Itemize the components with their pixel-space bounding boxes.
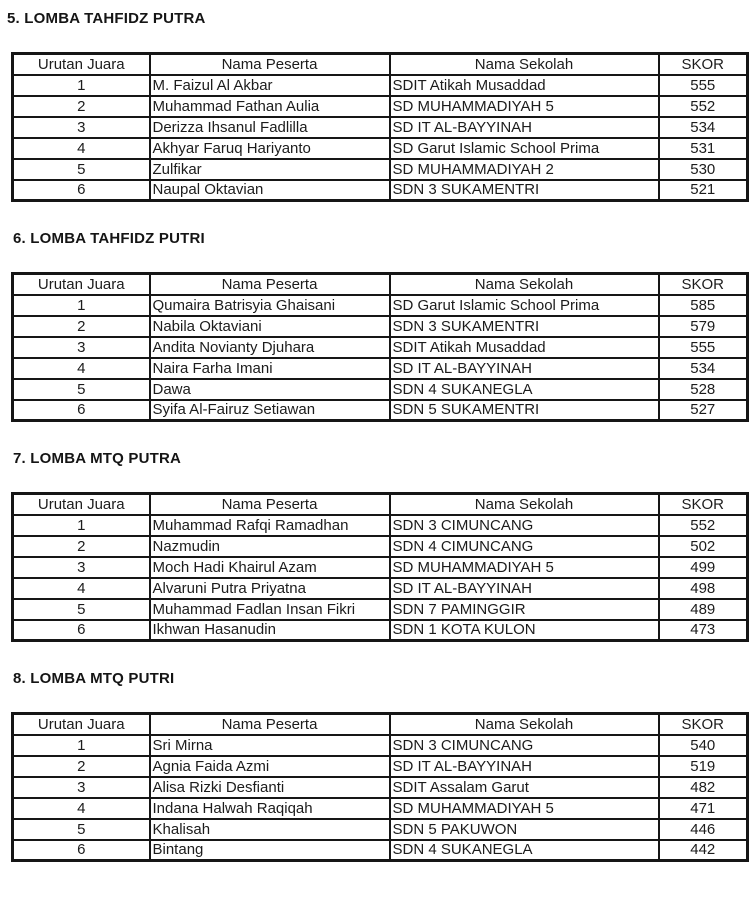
- school-name-cell: SDN 1 KOTA KULON: [390, 620, 659, 641]
- column-header-nama-peserta: Nama Peserta: [150, 714, 390, 735]
- score-cell: 585: [659, 295, 748, 316]
- table-row: [13, 819, 748, 840]
- school-name-cell: SDIT Atikah Musaddad: [390, 337, 659, 358]
- school-name-cell: SD IT AL-BAYYINAH: [390, 756, 659, 777]
- column-header-skor: SKOR: [659, 54, 748, 75]
- competition-section: [7, 450, 754, 642]
- participant-name-cell: Ikhwan Hasanudin: [150, 620, 390, 641]
- table-row: [13, 337, 748, 358]
- table-row: [13, 400, 748, 421]
- rank-cell: 1: [13, 735, 150, 756]
- table-row: [13, 96, 748, 117]
- rank-cell: 4: [13, 358, 150, 379]
- participant-name-cell: Sri Mirna: [150, 735, 390, 756]
- column-header-nama-peserta: Nama Peserta: [150, 494, 390, 515]
- table-row: [13, 578, 748, 599]
- header-row: [13, 274, 748, 295]
- table-row: [13, 599, 748, 620]
- results-table: [11, 712, 749, 862]
- rank-cell: 1: [13, 515, 150, 536]
- results-table: [11, 272, 749, 422]
- competition-section: [7, 670, 754, 862]
- participant-name-cell: M. Faizul Al Akbar: [150, 75, 390, 96]
- participant-name-cell: Muhammad Fathan Aulia: [150, 96, 390, 117]
- score-cell: 540: [659, 735, 748, 756]
- table-body: [13, 735, 748, 861]
- participant-name-cell: Moch Hadi Khairul Azam: [150, 557, 390, 578]
- rank-cell: 2: [13, 316, 150, 337]
- column-header-urutan-juara: Urutan Juara: [13, 494, 150, 515]
- column-header-urutan-juara: Urutan Juara: [13, 274, 150, 295]
- table-row: [13, 138, 748, 159]
- column-header-skor: SKOR: [659, 494, 748, 515]
- column-header-nama-sekolah: Nama Sekolah: [390, 494, 659, 515]
- school-name-cell: SD IT AL-BAYYINAH: [390, 578, 659, 599]
- participant-name-cell: Derizza Ihsanul Fadlilla: [150, 117, 390, 138]
- score-cell: 579: [659, 316, 748, 337]
- participant-name-cell: Alvaruni Putra Priyatna: [150, 578, 390, 599]
- column-header-nama-sekolah: Nama Sekolah: [390, 274, 659, 295]
- school-name-cell: SDN 3 SUKAMENTRI: [390, 180, 659, 201]
- table-row: [13, 295, 748, 316]
- competition-section: [7, 10, 754, 202]
- score-cell: 482: [659, 777, 748, 798]
- participant-name-cell: Qumaira Batrisyia Ghaisani: [150, 295, 390, 316]
- participant-name-cell: Indana Halwah Raqiqah: [150, 798, 390, 819]
- school-name-cell: SDN 5 PAKUWON: [390, 819, 659, 840]
- participant-name-cell: Zulfikar: [150, 159, 390, 180]
- column-header-urutan-juara: Urutan Juara: [13, 714, 150, 735]
- school-name-cell: SD MUHAMMADIYAH 5: [390, 557, 659, 578]
- rank-cell: 4: [13, 138, 150, 159]
- school-name-cell: SDN 3 CIMUNCANG: [390, 735, 659, 756]
- table-row: [13, 515, 748, 536]
- participant-name-cell: Muhammad Rafqi Ramadhan: [150, 515, 390, 536]
- school-name-cell: SDN 4 SUKANEGLA: [390, 840, 659, 861]
- table-row: [13, 316, 748, 337]
- rank-cell: 1: [13, 75, 150, 96]
- participant-name-cell: Syifa Al-Fairuz Setiawan: [150, 400, 390, 421]
- table-row: [13, 358, 748, 379]
- column-header-urutan-juara: Urutan Juara: [13, 54, 150, 75]
- table-row: [13, 117, 748, 138]
- column-header-nama-sekolah: Nama Sekolah: [390, 714, 659, 735]
- rank-cell: 2: [13, 96, 150, 117]
- school-name-cell: SD IT AL-BAYYINAH: [390, 358, 659, 379]
- participant-name-cell: Bintang: [150, 840, 390, 861]
- rank-cell: 6: [13, 840, 150, 861]
- score-cell: 498: [659, 578, 748, 599]
- rank-cell: 5: [13, 379, 150, 400]
- rank-cell: 6: [13, 400, 150, 421]
- score-cell: 530: [659, 159, 748, 180]
- school-name-cell: SD MUHAMMADIYAH 5: [390, 798, 659, 819]
- score-cell: 534: [659, 358, 748, 379]
- column-header-skor: SKOR: [659, 274, 748, 295]
- school-name-cell: SD IT AL-BAYYINAH: [390, 117, 659, 138]
- table-row: [13, 159, 748, 180]
- score-cell: 519: [659, 756, 748, 777]
- participant-name-cell: Naira Farha Imani: [150, 358, 390, 379]
- results-table: [11, 52, 749, 202]
- section-title: 6. LOMBA TAHFIDZ PUTRI: [13, 230, 205, 247]
- score-cell: 499: [659, 557, 748, 578]
- rank-cell: 4: [13, 578, 150, 599]
- participant-name-cell: Nabila Oktaviani: [150, 316, 390, 337]
- table-row: [13, 840, 748, 861]
- school-name-cell: SDIT Atikah Musaddad: [390, 75, 659, 96]
- column-header-nama-peserta: Nama Peserta: [150, 274, 390, 295]
- school-name-cell: SDN 7 PAMINGGIR: [390, 599, 659, 620]
- table-row: [13, 75, 748, 96]
- results-document: [7, 10, 754, 862]
- participant-name-cell: Alisa Rizki Desfianti: [150, 777, 390, 798]
- school-name-cell: SDIT Assalam Garut: [390, 777, 659, 798]
- rank-cell: 3: [13, 777, 150, 798]
- rank-cell: 2: [13, 756, 150, 777]
- score-cell: 502: [659, 536, 748, 557]
- rank-cell: 3: [13, 557, 150, 578]
- table-row: [13, 620, 748, 641]
- score-cell: 534: [659, 117, 748, 138]
- table-row: [13, 777, 748, 798]
- score-cell: 552: [659, 96, 748, 117]
- school-name-cell: SDN 4 SUKANEGLA: [390, 379, 659, 400]
- school-name-cell: SD MUHAMMADIYAH 2: [390, 159, 659, 180]
- school-name-cell: SDN 3 CIMUNCANG: [390, 515, 659, 536]
- score-cell: 446: [659, 819, 748, 840]
- school-name-cell: SDN 3 SUKAMENTRI: [390, 316, 659, 337]
- school-name-cell: SD MUHAMMADIYAH 5: [390, 96, 659, 117]
- table-row: [13, 557, 748, 578]
- rank-cell: 6: [13, 180, 150, 201]
- school-name-cell: SDN 5 SUKAMENTRI: [390, 400, 659, 421]
- column-header-nama-peserta: Nama Peserta: [150, 54, 390, 75]
- score-cell: 521: [659, 180, 748, 201]
- table-row: [13, 379, 748, 400]
- rank-cell: 5: [13, 819, 150, 840]
- score-cell: 555: [659, 75, 748, 96]
- school-name-cell: SD Garut Islamic School Prima: [390, 295, 659, 316]
- participant-name-cell: Agnia Faida Azmi: [150, 756, 390, 777]
- results-table: [11, 492, 749, 642]
- table-body: [13, 515, 748, 641]
- section-title: 7. LOMBA MTQ PUTRA: [13, 450, 182, 467]
- rank-cell: 1: [13, 295, 150, 316]
- table-row: [13, 180, 748, 201]
- score-cell: 442: [659, 840, 748, 861]
- score-cell: 555: [659, 337, 748, 358]
- participant-name-cell: Akhyar Faruq Hariyanto: [150, 138, 390, 159]
- score-cell: 552: [659, 515, 748, 536]
- table-body: [13, 295, 748, 421]
- table-row: [13, 756, 748, 777]
- column-header-skor: SKOR: [659, 714, 748, 735]
- score-cell: 473: [659, 620, 748, 641]
- participant-name-cell: Muhammad Fadlan Insan Fikri: [150, 599, 390, 620]
- score-cell: 471: [659, 798, 748, 819]
- rank-cell: 6: [13, 620, 150, 641]
- rank-cell: 5: [13, 159, 150, 180]
- table-body: [13, 75, 748, 201]
- rank-cell: 3: [13, 337, 150, 358]
- column-header-nama-sekolah: Nama Sekolah: [390, 54, 659, 75]
- score-cell: 531: [659, 138, 748, 159]
- header-row: [13, 714, 748, 735]
- participant-name-cell: Dawa: [150, 379, 390, 400]
- competition-section: [7, 230, 754, 422]
- header-row: [13, 494, 748, 515]
- participant-name-cell: Khalisah: [150, 819, 390, 840]
- rank-cell: 3: [13, 117, 150, 138]
- score-cell: 528: [659, 379, 748, 400]
- table-row: [13, 735, 748, 756]
- rank-cell: 4: [13, 798, 150, 819]
- table-row: [13, 536, 748, 557]
- school-name-cell: SD Garut Islamic School Prima: [390, 138, 659, 159]
- rank-cell: 2: [13, 536, 150, 557]
- participant-name-cell: Naupal Oktavian: [150, 180, 390, 201]
- rank-cell: 5: [13, 599, 150, 620]
- school-name-cell: SDN 4 CIMUNCANG: [390, 536, 659, 557]
- score-cell: 489: [659, 599, 748, 620]
- section-title: 8. LOMBA MTQ PUTRI: [13, 670, 175, 687]
- table-row: [13, 798, 748, 819]
- participant-name-cell: Nazmudin: [150, 536, 390, 557]
- score-cell: 527: [659, 400, 748, 421]
- header-row: [13, 54, 748, 75]
- participant-name-cell: Andita Novianty Djuhara: [150, 337, 390, 358]
- section-title: 5. LOMBA TAHFIDZ PUTRA: [7, 10, 206, 27]
